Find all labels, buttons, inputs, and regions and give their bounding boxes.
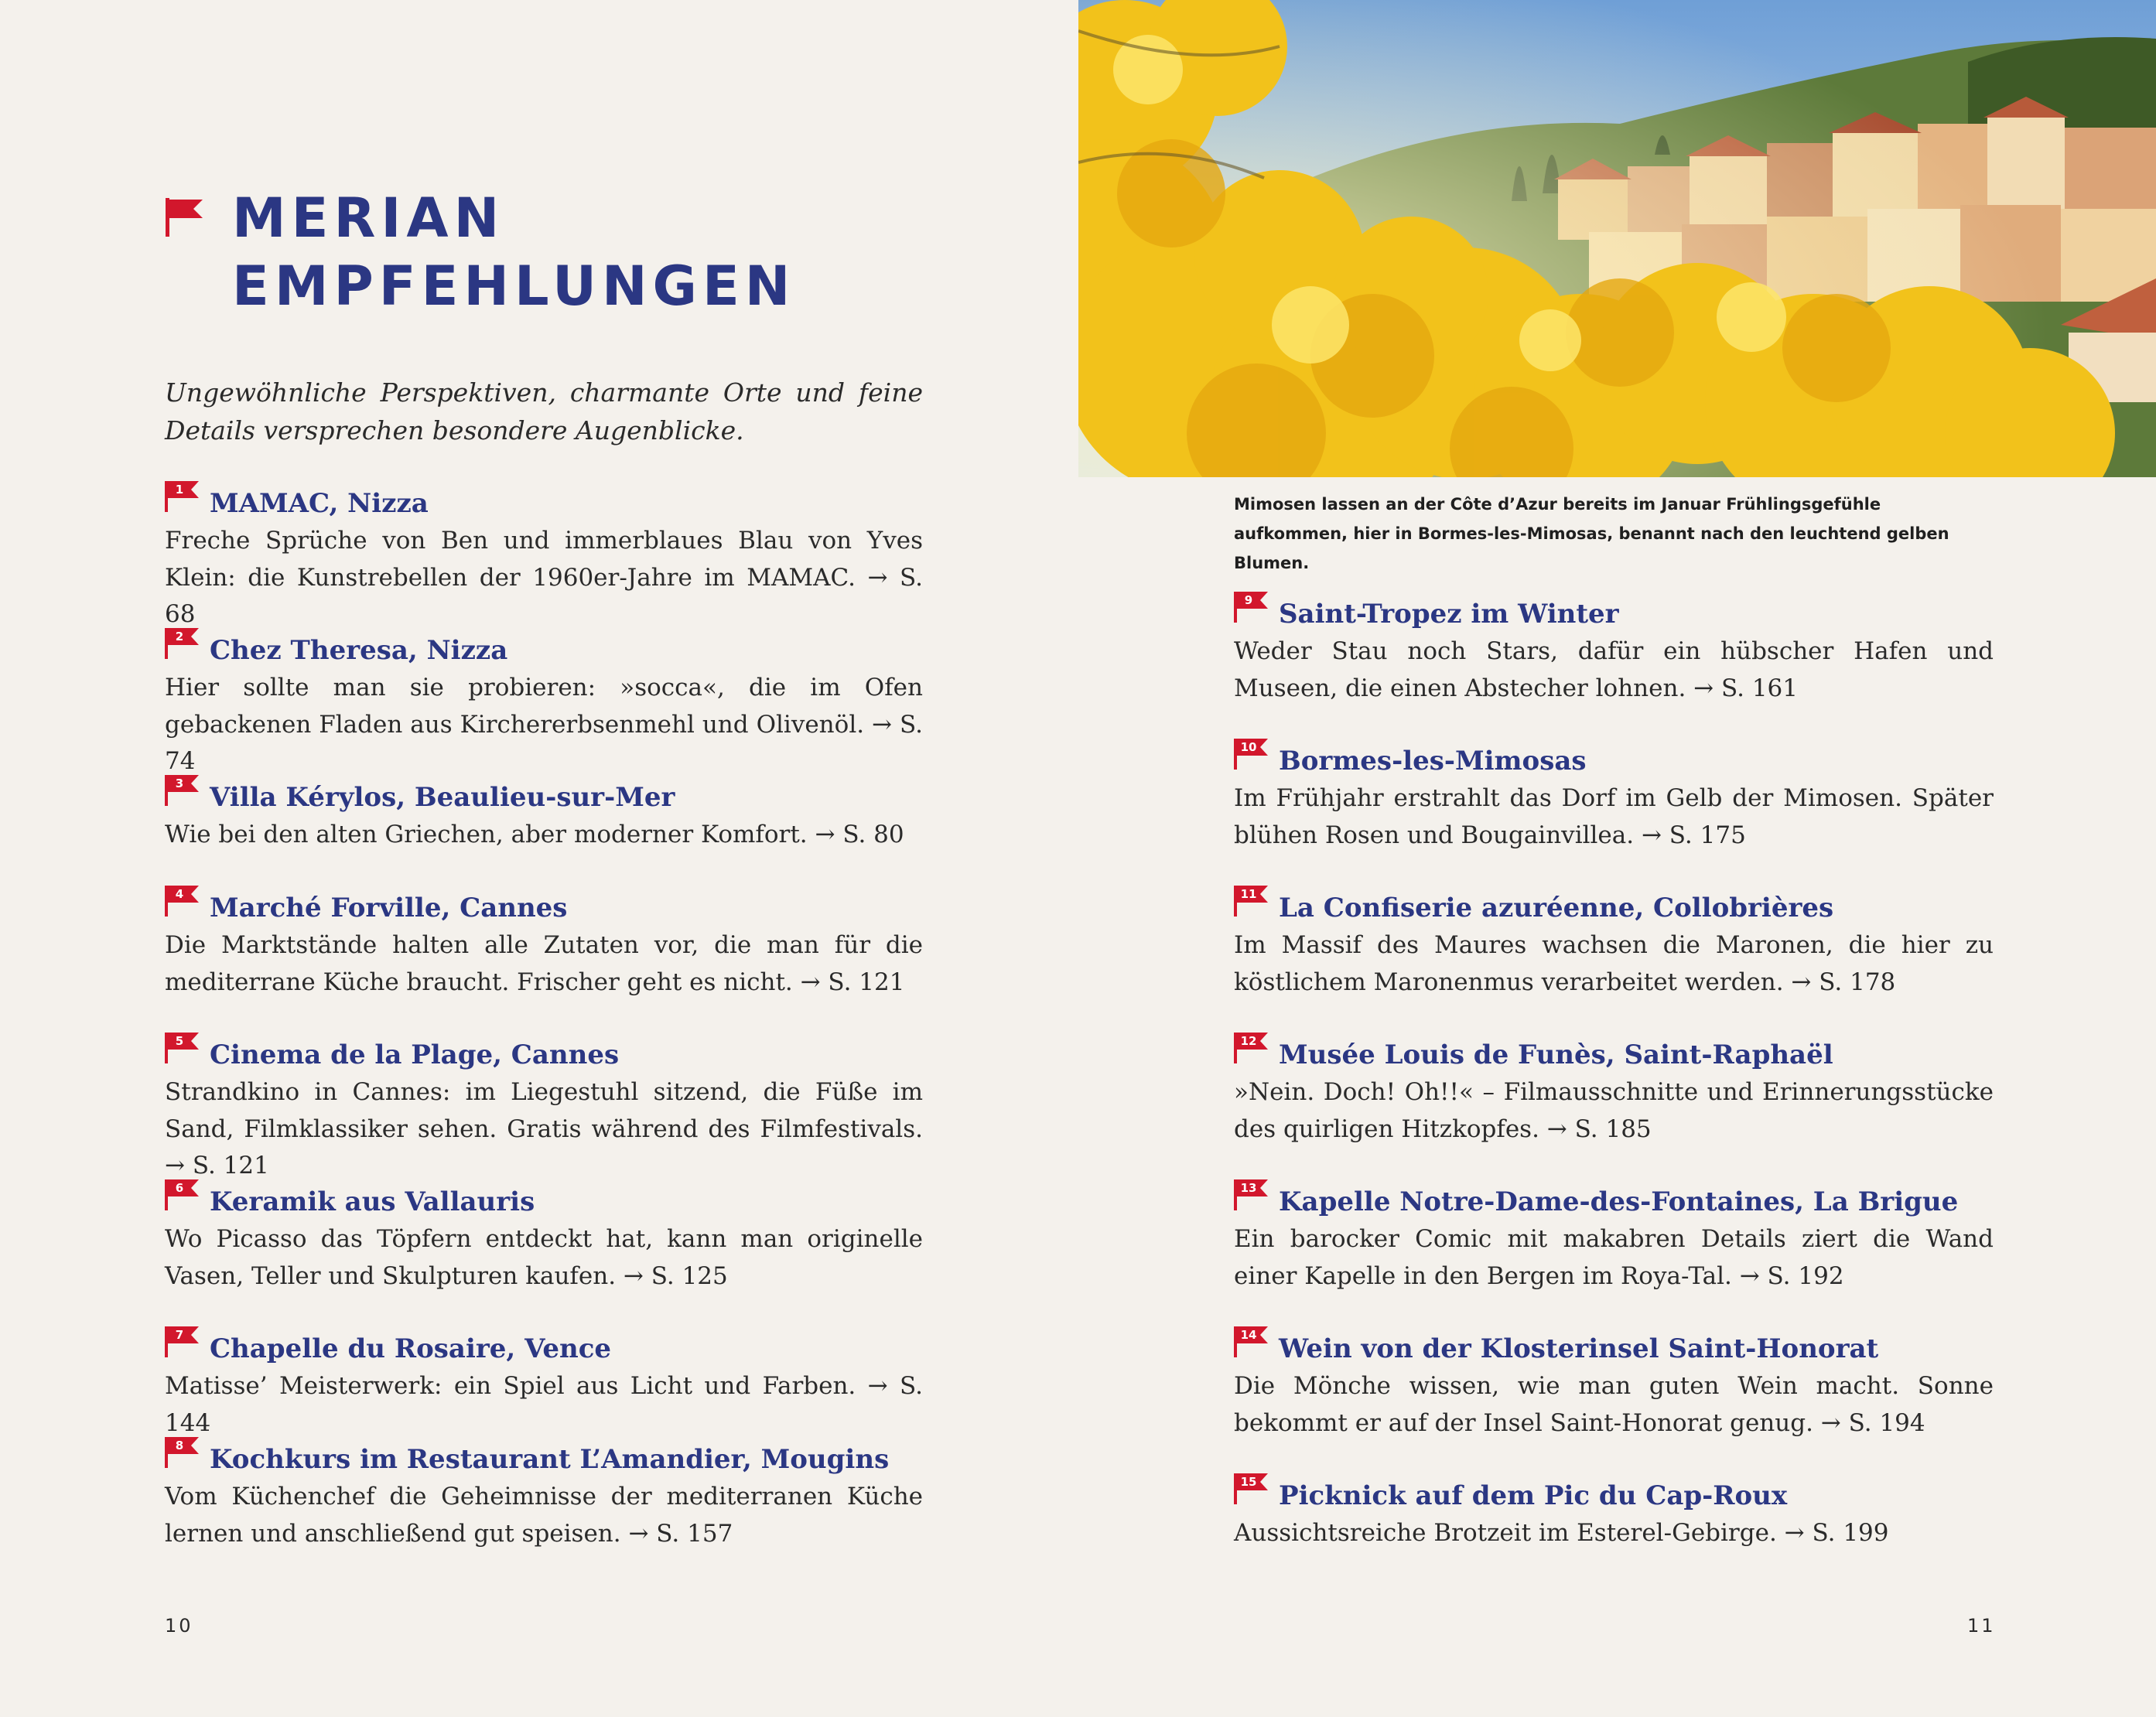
recommendation-12 <box>1234 1034 1994 1148</box>
flag-icon <box>165 481 200 512</box>
recommendation-2 <box>165 630 923 780</box>
recommendation-number: 10 <box>1240 740 1257 754</box>
recommendation-title: Wein von der Klosterinsel Saint-Honorat <box>1279 1333 1879 1364</box>
recommendation-number: 1 <box>175 483 184 497</box>
recommendation-number: 6 <box>175 1181 184 1195</box>
recommendation-text: Strandkino in Cannes: im Liegestuhl sitzend, die Füße im Sand, Filmklassiker sehen. Gratis während des Filmfestivals. → S. 121 <box>165 1078 923 1179</box>
recommendation-text: Weder Stau noch Stars, dafür ein hübscher Hafen und Museen, die einen Abstecher lohnen. → S. 161 <box>1234 637 1994 702</box>
recommendation-6 <box>165 1181 923 1295</box>
flag-icon <box>165 1033 200 1063</box>
recommendation-text: Im Frühjahr erstrahlt das Dorf im Gelb der Mimosen. Später blühen Rosen und Bougainvillea. → S. 175 <box>1234 784 1994 849</box>
flag-icon <box>165 1326 200 1357</box>
recommendation-text: Aussichtsreiche Brotzeit im Esterel-Gebirge. → S. 199 <box>1234 1519 1889 1547</box>
recommendation-11 <box>1234 887 1994 1001</box>
flag-icon <box>1234 592 1269 623</box>
recommendation-text: Die Mönche wissen, wie man guten Wein macht. Sonne bekommt er auf der Insel Saint-Honorat genug. → S. 194 <box>1234 1372 1994 1437</box>
recommendation-10 <box>1234 740 1994 854</box>
recommendation-title: Chapelle du Rosaire, Vence <box>210 1333 612 1364</box>
flag-icon <box>165 1179 200 1210</box>
recommendation-number: 7 <box>175 1328 184 1342</box>
recommendation-text: Hier sollte man sie probieren: »socca«, die im Ofen gebackenen Fladen aus Kirchererbsenmehl und Olivenöl. → S. 74 <box>165 674 923 775</box>
recommendation-title: Villa Kérylos, Beaulieu-sur-Mer <box>210 782 675 813</box>
recommendation-title: Marché Forville, Cannes <box>210 893 568 923</box>
recommendation-number: 15 <box>1240 1475 1257 1489</box>
recommendation-title: Keramik aus Vallauris <box>210 1186 535 1217</box>
recommendation-text: Matisse’ Meisterwerk: ein Spiel aus Licht und Farben. → S. 144 <box>165 1372 923 1437</box>
recommendation-14 <box>1234 1328 1994 1442</box>
recommendation-text: Im Massif des Maures wachsen die Maronen, die hier zu köstlichem Maronenmus verarbeitet werden. → S. 178 <box>1234 931 1994 996</box>
recommendation-number: 3 <box>175 777 184 790</box>
flag-icon <box>1234 1473 1269 1504</box>
recommendation-text: Wo Picasso das Töpfern entdeckt hat, kann man originelle Vasen, Teller und Skulpturen kaufen. → S. 125 <box>165 1225 923 1290</box>
recommendation-text: »Nein. Doch! Oh!!« – Filmausschnitte und Erinnerungsstücke des quirligen Hitzkopfes. → S. 185 <box>1234 1078 1994 1143</box>
flag-icon <box>1234 1326 1269 1357</box>
merian-flag-icon <box>166 198 204 237</box>
photo-caption: Mimosen lassen an der Côte d’Azur bereits im Januar Frühlingsgefühle aufkommen, hier in Bormes-les-Mimosas, benannt nach den leuchtend gelben Blumen. <box>1234 495 1949 572</box>
recommendation-title: Bormes-les-Mimosas <box>1279 746 1587 777</box>
recommendation-5 <box>165 1034 923 1185</box>
recommendation-title: Picknick auf dem Pic du Cap-Roux <box>1279 1480 1788 1511</box>
recommendation-title: Cinema de la Plage, Cannes <box>210 1039 620 1070</box>
recommendation-title: Musée Louis de Funès, Saint-Raphaël <box>1279 1039 1833 1070</box>
flag-icon <box>1234 1033 1269 1063</box>
recommendation-title: Kochkurs im Restaurant L’Amandier, Mougins <box>210 1444 890 1475</box>
flag-icon <box>165 1437 200 1468</box>
title-line-2: EMPFEHLUNGEN <box>232 254 796 318</box>
flag-icon <box>165 886 200 917</box>
recommendation-15 <box>1234 1475 1994 1552</box>
title-line-1: MERIAN <box>232 186 505 250</box>
recommendation-7 <box>165 1328 923 1442</box>
recommendation-title: Saint-Tropez im Winter <box>1279 599 1619 630</box>
recommendation-4 <box>165 887 923 1001</box>
recommendation-text: Wie bei den alten Griechen, aber moderner Komfort. → S. 80 <box>165 821 904 848</box>
recommendation-number: 14 <box>1240 1328 1257 1342</box>
page-number-right: 11 <box>1967 1615 1996 1637</box>
flag-icon <box>1234 886 1269 917</box>
intro-text: Ungewöhnliche Perspektiven, charmante Orte und feine Details versprechen besondere Augenblicke. <box>165 377 923 445</box>
recommendation-title: Chez Theresa, Nizza <box>210 635 508 666</box>
recommendation-title: MAMAC, Nizza <box>210 488 429 519</box>
recommendation-title: La Confiserie azuréenne, Collobrières <box>1279 893 1834 923</box>
recommendation-8 <box>165 1439 923 1552</box>
recommendation-number: 13 <box>1240 1181 1257 1195</box>
page-title <box>232 184 795 320</box>
recommendation-number: 2 <box>175 630 184 643</box>
mimosa-village-photo <box>1078 0 2156 477</box>
recommendation-text: Die Marktstände halten alle Zutaten vor, die man für die mediterrane Küche braucht. Frischer geht es nicht. → S. 121 <box>165 931 923 996</box>
recommendation-number: 5 <box>175 1034 184 1048</box>
recommendation-title: Kapelle Notre-Dame-des-Fontaines, La Brigue <box>1279 1186 1959 1217</box>
recommendation-number: 12 <box>1240 1034 1257 1048</box>
recommendation-1 <box>165 483 923 633</box>
flag-icon <box>1234 1179 1269 1210</box>
flag-icon <box>1234 739 1269 770</box>
recommendation-13 <box>1234 1181 1994 1295</box>
recommendation-3 <box>165 777 923 854</box>
recommendation-text: Freche Sprüche von Ben und immerblaues Blau von Yves Klein: die Kunstrebellen der 1960er-Jahre im MAMAC. → S. 68 <box>165 527 923 628</box>
recommendation-number: 8 <box>175 1439 184 1452</box>
flag-icon <box>165 775 200 806</box>
page-number-left: 10 <box>165 1615 193 1637</box>
recommendation-text: Vom Küchenchef die Geheimnisse der mediterranen Küche lernen und anschließend gut speisen. → S. 157 <box>165 1483 923 1548</box>
recommendation-text: Ein barocker Comic mit makabren Details ziert die Wand einer Kapelle in den Bergen im Roya-Tal. → S. 192 <box>1234 1225 1994 1290</box>
flag-icon <box>165 628 200 659</box>
recommendation-number: 9 <box>1244 593 1253 607</box>
recommendation-number: 4 <box>175 887 184 901</box>
recommendation-9 <box>1234 593 1994 707</box>
recommendation-number: 11 <box>1240 887 1257 901</box>
